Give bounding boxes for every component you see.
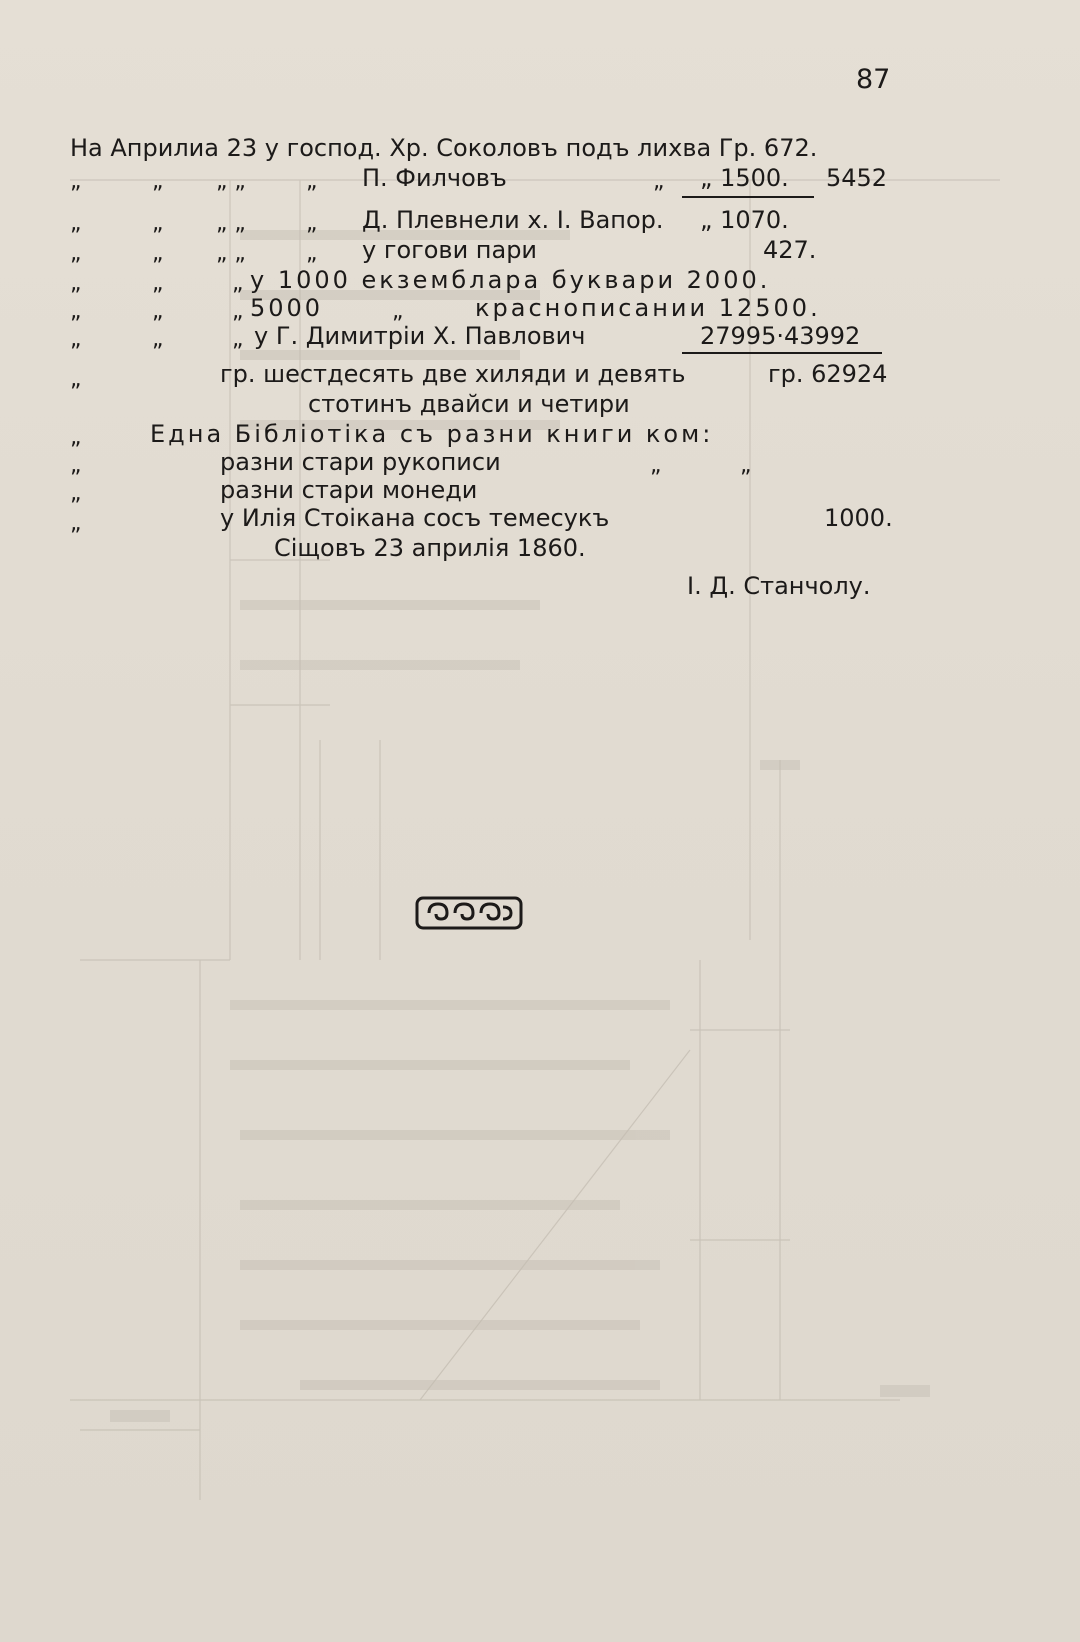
ditto-mark: „: [152, 211, 164, 236]
date-line: Сіщовъ 23 априлія 1860.: [274, 534, 586, 562]
page-number: 87: [856, 64, 891, 95]
ditto-mark: „: [70, 327, 82, 352]
ditto-mark: „: [70, 481, 82, 506]
signature: І. Д. Станчолу.: [687, 572, 871, 600]
ditto-mark: „: [653, 169, 665, 194]
entry-amount: „ 1070.: [700, 206, 789, 234]
ditto-mark: „: [232, 327, 244, 352]
entry-text: 5000: [250, 294, 324, 322]
ditto-mark: „: [70, 299, 82, 324]
total-in-words: гр. шестдесять две хиляди и девять: [220, 360, 686, 388]
ditto-mark: „: [306, 241, 318, 266]
entry-amount: 427.: [763, 236, 817, 264]
ditto-mark: „: [152, 169, 164, 194]
ornament-icon: [415, 896, 523, 930]
ditto-mark: „: [392, 299, 404, 324]
sum-rule: [682, 352, 882, 354]
ditto-mark: „: [70, 367, 82, 392]
entry-text: разни стари монеди: [220, 476, 478, 504]
ditto-mark: „: [70, 271, 82, 296]
ditto-mark: „: [152, 241, 164, 266]
entry-name: у гогови пари: [362, 236, 538, 264]
entry-subtotal: 5452: [826, 164, 888, 192]
ditto-mark: „: [232, 299, 244, 324]
grand-total: гр. 62924: [768, 360, 888, 388]
entry-name: у Г. Димитріи Х. Павлович: [254, 322, 586, 350]
entry-text: у Илія Стоікана сосъ темесукъ: [220, 504, 610, 532]
ditto-mark: „: [740, 453, 752, 478]
ditto-mark: „: [152, 327, 164, 352]
sum-rule: [682, 196, 814, 198]
ditto-mark: „: [70, 211, 82, 236]
ditto-mark: „: [70, 453, 82, 478]
ditto-mark: „: [152, 271, 164, 296]
ditto-mark: „: [70, 425, 82, 450]
entry-text: разни стари рукописи: [220, 448, 501, 476]
entry-amount: „ 1500.: [700, 164, 789, 192]
ditto-mark: „ „: [216, 241, 246, 266]
ditto-mark: „: [306, 169, 318, 194]
ditto-mark: „ „: [216, 169, 246, 194]
ditto-mark: „: [70, 511, 82, 536]
ledger-line-1: На Априлиа 23 у господ. Хр. Соколовъ подъ лихва Гр. 672.: [70, 134, 818, 162]
ditto-mark: „ „: [216, 211, 246, 236]
entry-amount: 27995·43992: [700, 322, 861, 350]
entry-text: краснописании 12500.: [475, 294, 821, 322]
entry-name: П. Филчовъ: [362, 164, 507, 192]
ditto-mark: „: [650, 453, 662, 478]
entry-amount: 1000.: [824, 504, 893, 532]
entry-text: у 1000 екземблара буквари 2000.: [250, 266, 771, 294]
ditto-mark: „: [152, 299, 164, 324]
ditto-mark: „: [70, 169, 82, 194]
ditto-mark: „: [232, 271, 244, 296]
library-heading: Една Бібліотіка съ разни книги ком:: [150, 420, 714, 448]
entry-name: Д. Плевнели х. І. Вапор.: [362, 206, 664, 234]
ditto-mark: „: [306, 211, 318, 236]
ditto-mark: „: [70, 241, 82, 266]
total-in-words-cont: стотинъ двайси и четири: [308, 390, 630, 418]
